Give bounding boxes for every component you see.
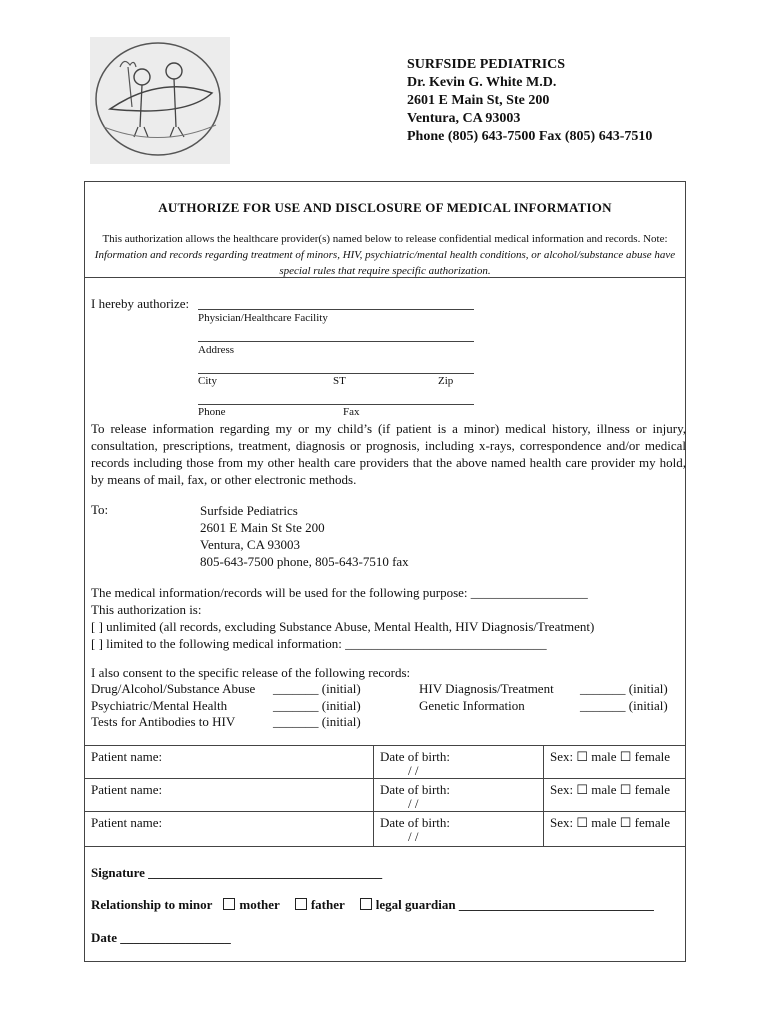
relationship-label: Relationship to minor (91, 897, 213, 912)
practice-logo (90, 37, 230, 164)
phone-fax-field[interactable] (198, 392, 474, 405)
patient-name-field[interactable]: Patient name: (91, 749, 163, 764)
limited-option[interactable]: [ ] limited to the following medical information: _______________________________ (91, 636, 547, 651)
mother-checkbox[interactable] (223, 898, 235, 910)
to-line: Surfside Pediatrics (200, 503, 298, 518)
sex-field[interactable]: Sex: ☐ male ☐ female (550, 749, 671, 764)
practice-street: 2601 E Main St, Ste 200 (407, 93, 550, 108)
date-field[interactable]: Date _________________ (91, 930, 231, 945)
signature-field[interactable]: Signature ____________________________________ (91, 865, 383, 880)
state-label: ST (333, 375, 346, 387)
dob-blank: / / (408, 796, 419, 811)
dob-blank: / / (408, 829, 419, 844)
patient-name-field[interactable]: Patient name: (91, 815, 163, 830)
father-checkbox[interactable] (295, 898, 307, 910)
patient-name-field[interactable]: Patient name: (91, 782, 163, 797)
address-field[interactable] (198, 329, 474, 342)
practice-city: Ventura, CA 93003 (407, 111, 521, 126)
consent-initial-field[interactable]: _______ (initial) (273, 681, 361, 696)
practice-name: SURFSIDE PEDIATRICS (407, 57, 566, 72)
sex-field[interactable]: Sex: ☐ male ☐ female (550, 782, 671, 797)
authorization-is: This authorization is: (91, 602, 202, 617)
father-label: father (310, 897, 345, 912)
to-line: Ventura, CA 93003 (200, 537, 301, 552)
column-divider (373, 745, 374, 846)
divider (84, 778, 686, 779)
consent-initial-field[interactable]: _______ (initial) (580, 698, 668, 713)
city-state-zip-field[interactable] (198, 361, 474, 374)
dob-field[interactable]: Date of birth: (380, 782, 451, 797)
guardian-field[interactable]: legal guardian ______________________________ (375, 897, 654, 912)
sex-field[interactable]: Sex: ☐ male ☐ female (550, 815, 671, 830)
practice-phone-fax: Phone (805) 643-7500 Fax (805) 643-7510 (407, 129, 653, 144)
divider (84, 745, 686, 746)
consent-item-label: Genetic Information (419, 698, 525, 713)
release-paragraph: To release information regarding my or my child’s (if patient is a minor) medical history, illness or injury, consultation, prescriptions, treatment, diagnosis or prognosis, including x-rays, correspondence and/or medical records including those from my other health care providers that the above named health care provider my hold, by means of mail, fax, or other electronic methods. (91, 421, 686, 487)
fax-label: Fax (343, 406, 360, 418)
city-label: City (198, 375, 217, 387)
consent-item-label: Drug/Alcohol/Substance Abuse (91, 681, 256, 696)
authorize-lead: I hereby authorize: (91, 296, 190, 311)
to-label: To: (91, 502, 109, 517)
divider (84, 846, 686, 847)
to-line: 805-643-7500 phone, 805-643-7510 fax (200, 554, 409, 569)
relationship-row (91, 897, 654, 913)
consent-initial-field[interactable]: _______ (initial) (273, 714, 361, 729)
unlimited-option[interactable]: [ ] unlimited (all records, excluding Substance Abuse, Mental Health, HIV Diagnosis/Treatment) (91, 619, 595, 634)
dob-field[interactable]: Date of birth: (380, 815, 451, 830)
consent-item-label: Psychiatric/Mental Health (91, 698, 228, 713)
facility-field[interactable] (198, 296, 474, 310)
consent-item-label: Tests for Antibodies to HIV (91, 714, 236, 729)
to-address (200, 502, 409, 570)
form-title: AUTHORIZE FOR USE AND DISCLOSURE OF MEDICAL INFORMATION (158, 200, 612, 215)
doctor-name: Dr. Kevin G. White M.D. (407, 75, 557, 90)
mother-label: mother (239, 897, 280, 912)
consent-lead: I also consent to the specific release of the following records: (91, 665, 411, 680)
facility-label: Physician/Healthcare Facility (198, 312, 328, 324)
note-italic-text: Information and records regarding treatment of minors, HIV, psychiatric/mental health conditions, or alcohol/substance abuse have special rules that require specific authorization. (94, 249, 676, 277)
to-line: 2601 E Main St Ste 200 (200, 520, 325, 535)
form-note (92, 231, 678, 279)
consent-initial-field[interactable]: _______ (initial) (580, 681, 668, 696)
guardian-checkbox[interactable] (360, 898, 372, 910)
phone-label: Phone (198, 406, 226, 418)
address-label: Address (198, 344, 235, 356)
zip-label: Zip (438, 375, 454, 387)
note-text: This authorization allows the healthcare provider(s) named below to release confidential medical information and records. Note: (102, 233, 668, 245)
purpose-block (91, 584, 594, 652)
purpose-line[interactable]: The medical information/records will be used for the following purpose: __________________ (91, 585, 588, 600)
divider (84, 811, 686, 812)
column-divider (543, 745, 544, 846)
consent-initial-field[interactable]: _______ (initial) (273, 698, 361, 713)
surfers-logo-icon (90, 37, 230, 164)
dob-field[interactable]: Date of birth: (380, 749, 451, 764)
consent-item-label: HIV Diagnosis/Treatment (419, 681, 554, 696)
dob-blank: / / (408, 763, 419, 778)
practice-header (407, 56, 652, 146)
